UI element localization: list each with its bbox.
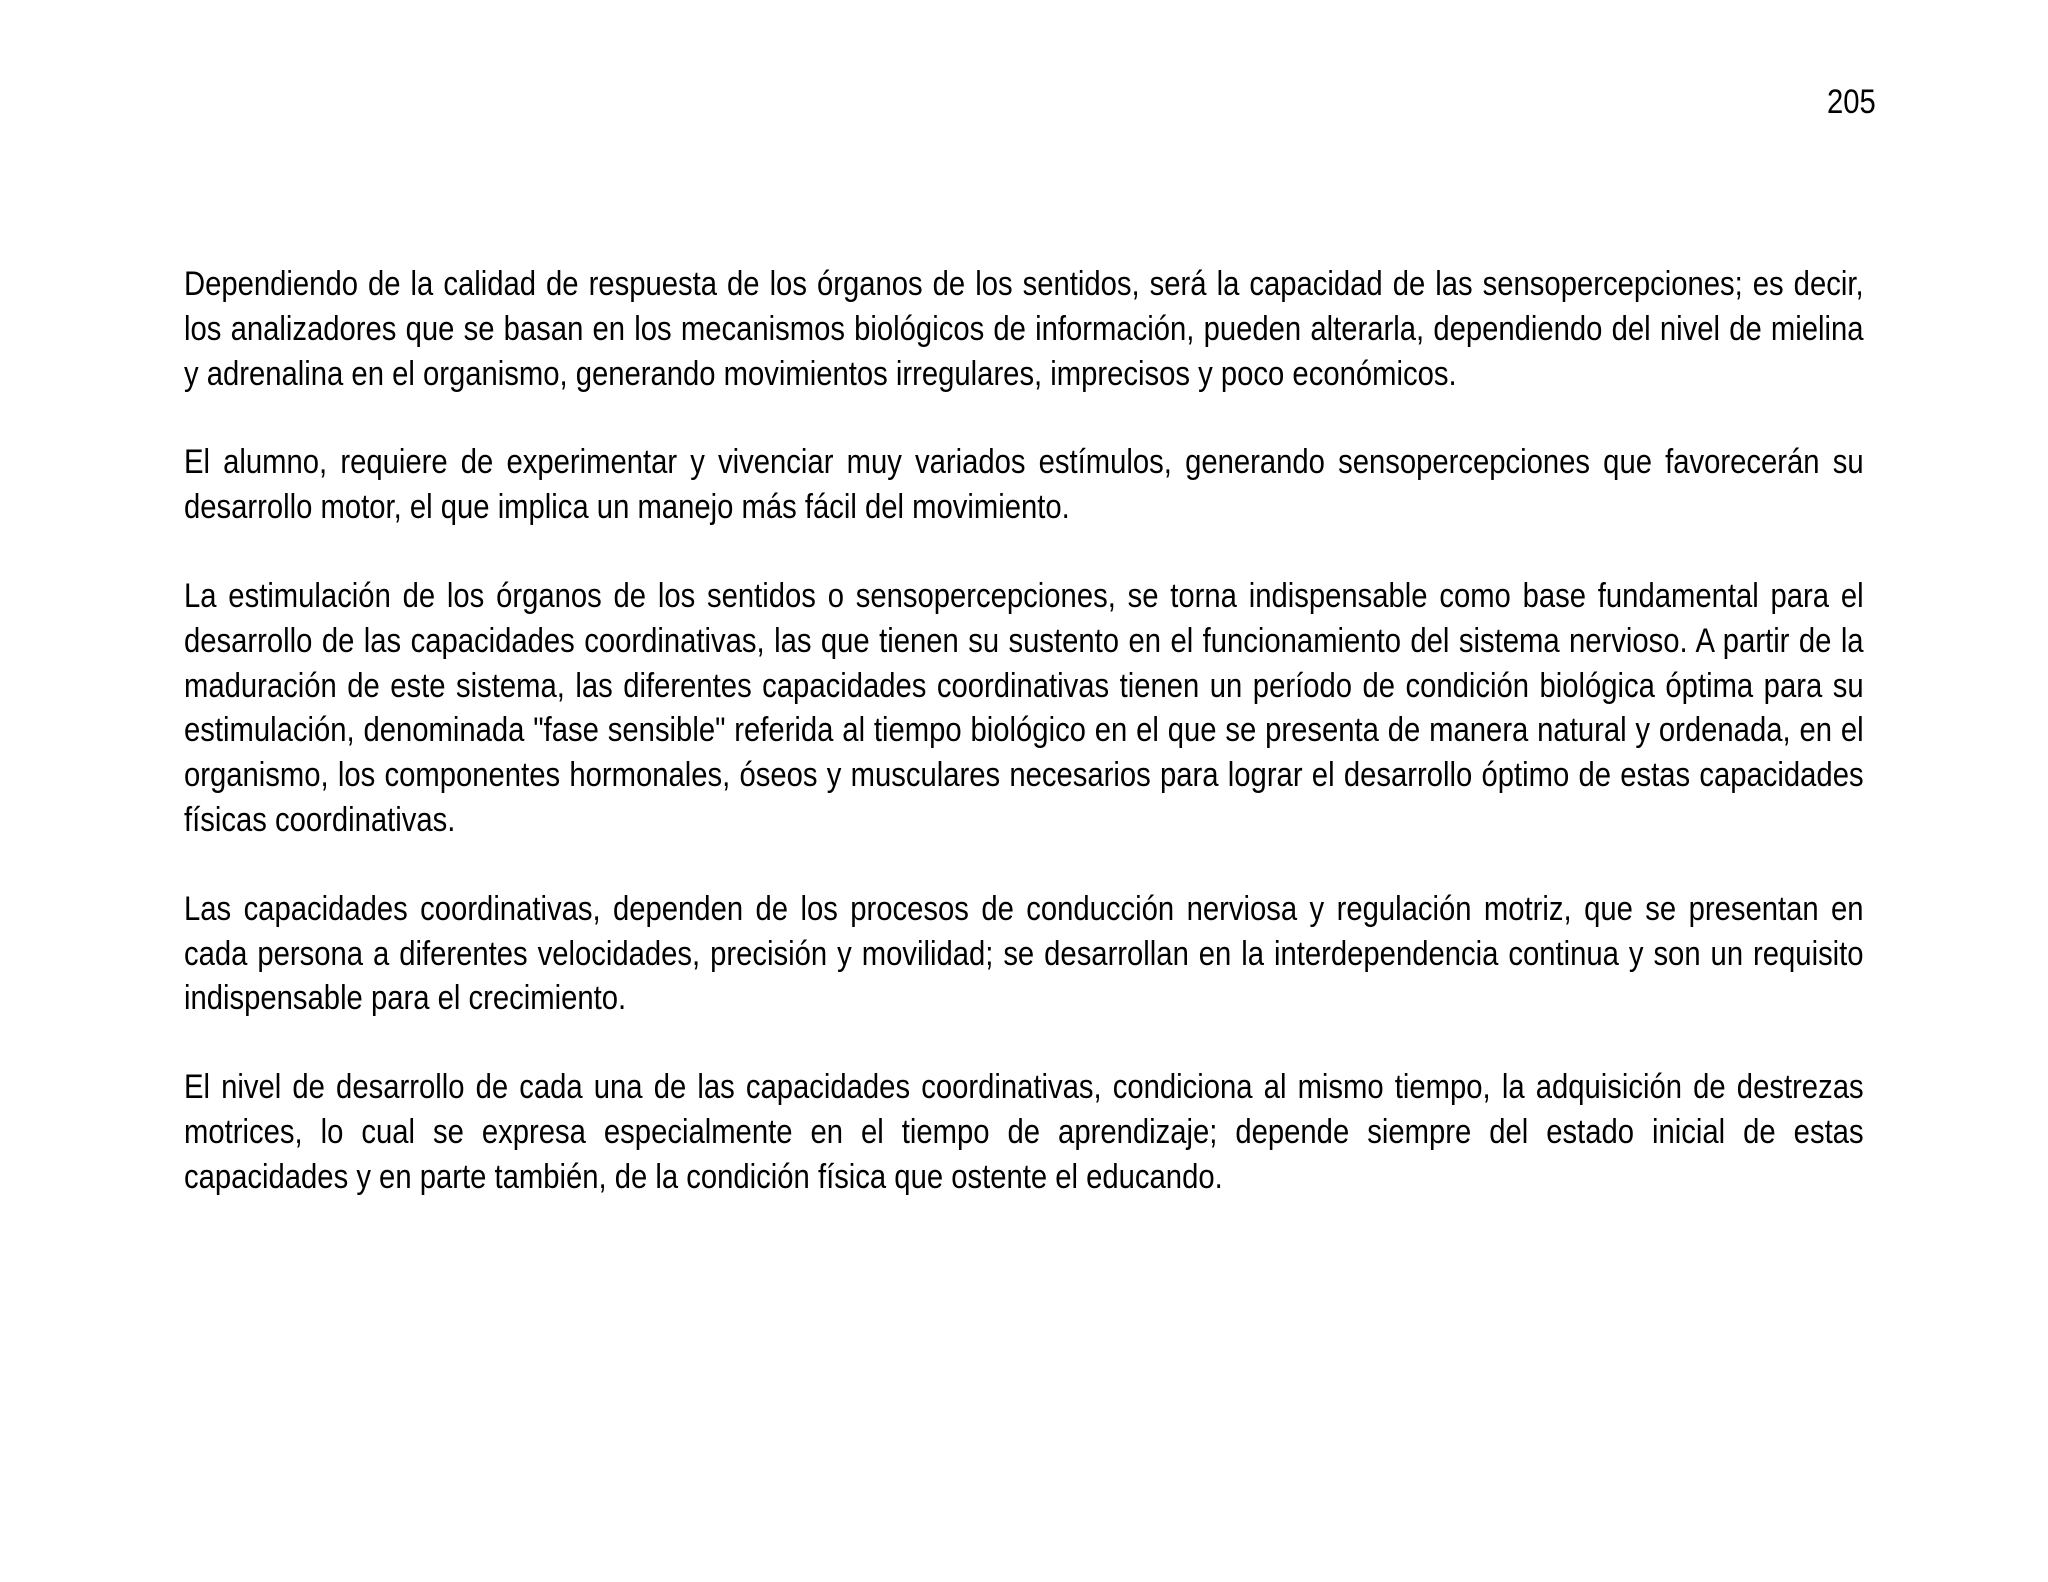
paragraph: El alumno, requiere de experimentar y vivenciar muy variados estímulos, generando sensopercepciones que favorecerán su desarrollo motor, el que implica un manejo más fácil del movimiento. bbox=[184, 443, 1864, 527]
body-text bbox=[184, 262, 1864, 1244]
paragraph: Las capacidades coordinativas, dependen de los procesos de conducción nerviosa y regulación motriz, que se presentan en cada persona a diferentes velocidades, precisión y movilidad; se desarrollan en la interdependencia continua y son un requisito indispensable para el crecimiento. bbox=[184, 889, 1864, 1018]
paragraph: El nivel de desarrollo de cada una de las capacidades coordinativas, condiciona al mismo tiempo, la adquisición de destrezas motrices, lo cual se expresa especialmente en el tiempo de aprendizaje; depende siempre del estado inicial de estas capacidades y en parte también, de la condición física que ostente el educando. bbox=[184, 1068, 1864, 1196]
paragraph: La estimulación de los órganos de los sentidos o sensopercepciones, se torna indispensable como base fundamental para el desarrollo de las capacidades coordinativas, las que tienen su sustento en el funcionamiento del sistema nervioso. A partir de la maduración de este sistema, las diferentes capacidades coordinativas tienen un período de condición biológica óptima para su estimulación, denominada "fase sensible" referida al tiempo biológico en el que se presenta de manera natural y ordenada, en el organismo, los componentes hormonales, óseos y musculares necesarios para lograr el desarrollo óptimo de estas capacidades físicas coordinativas. bbox=[184, 576, 1864, 839]
paragraph: Dependiendo de la calidad de respuesta de los órganos de los sentidos, será la capacidad de las sensopercepciones; es decir, los analizadores que se basan en los mecanismos biológicos de información, pueden alterarla, dependiendo del nivel de mielina y adrenalina en el organismo, generando movimientos irregulares, imprecisos y poco económicos. bbox=[184, 265, 1864, 393]
page-number: 205 bbox=[1827, 83, 1876, 121]
